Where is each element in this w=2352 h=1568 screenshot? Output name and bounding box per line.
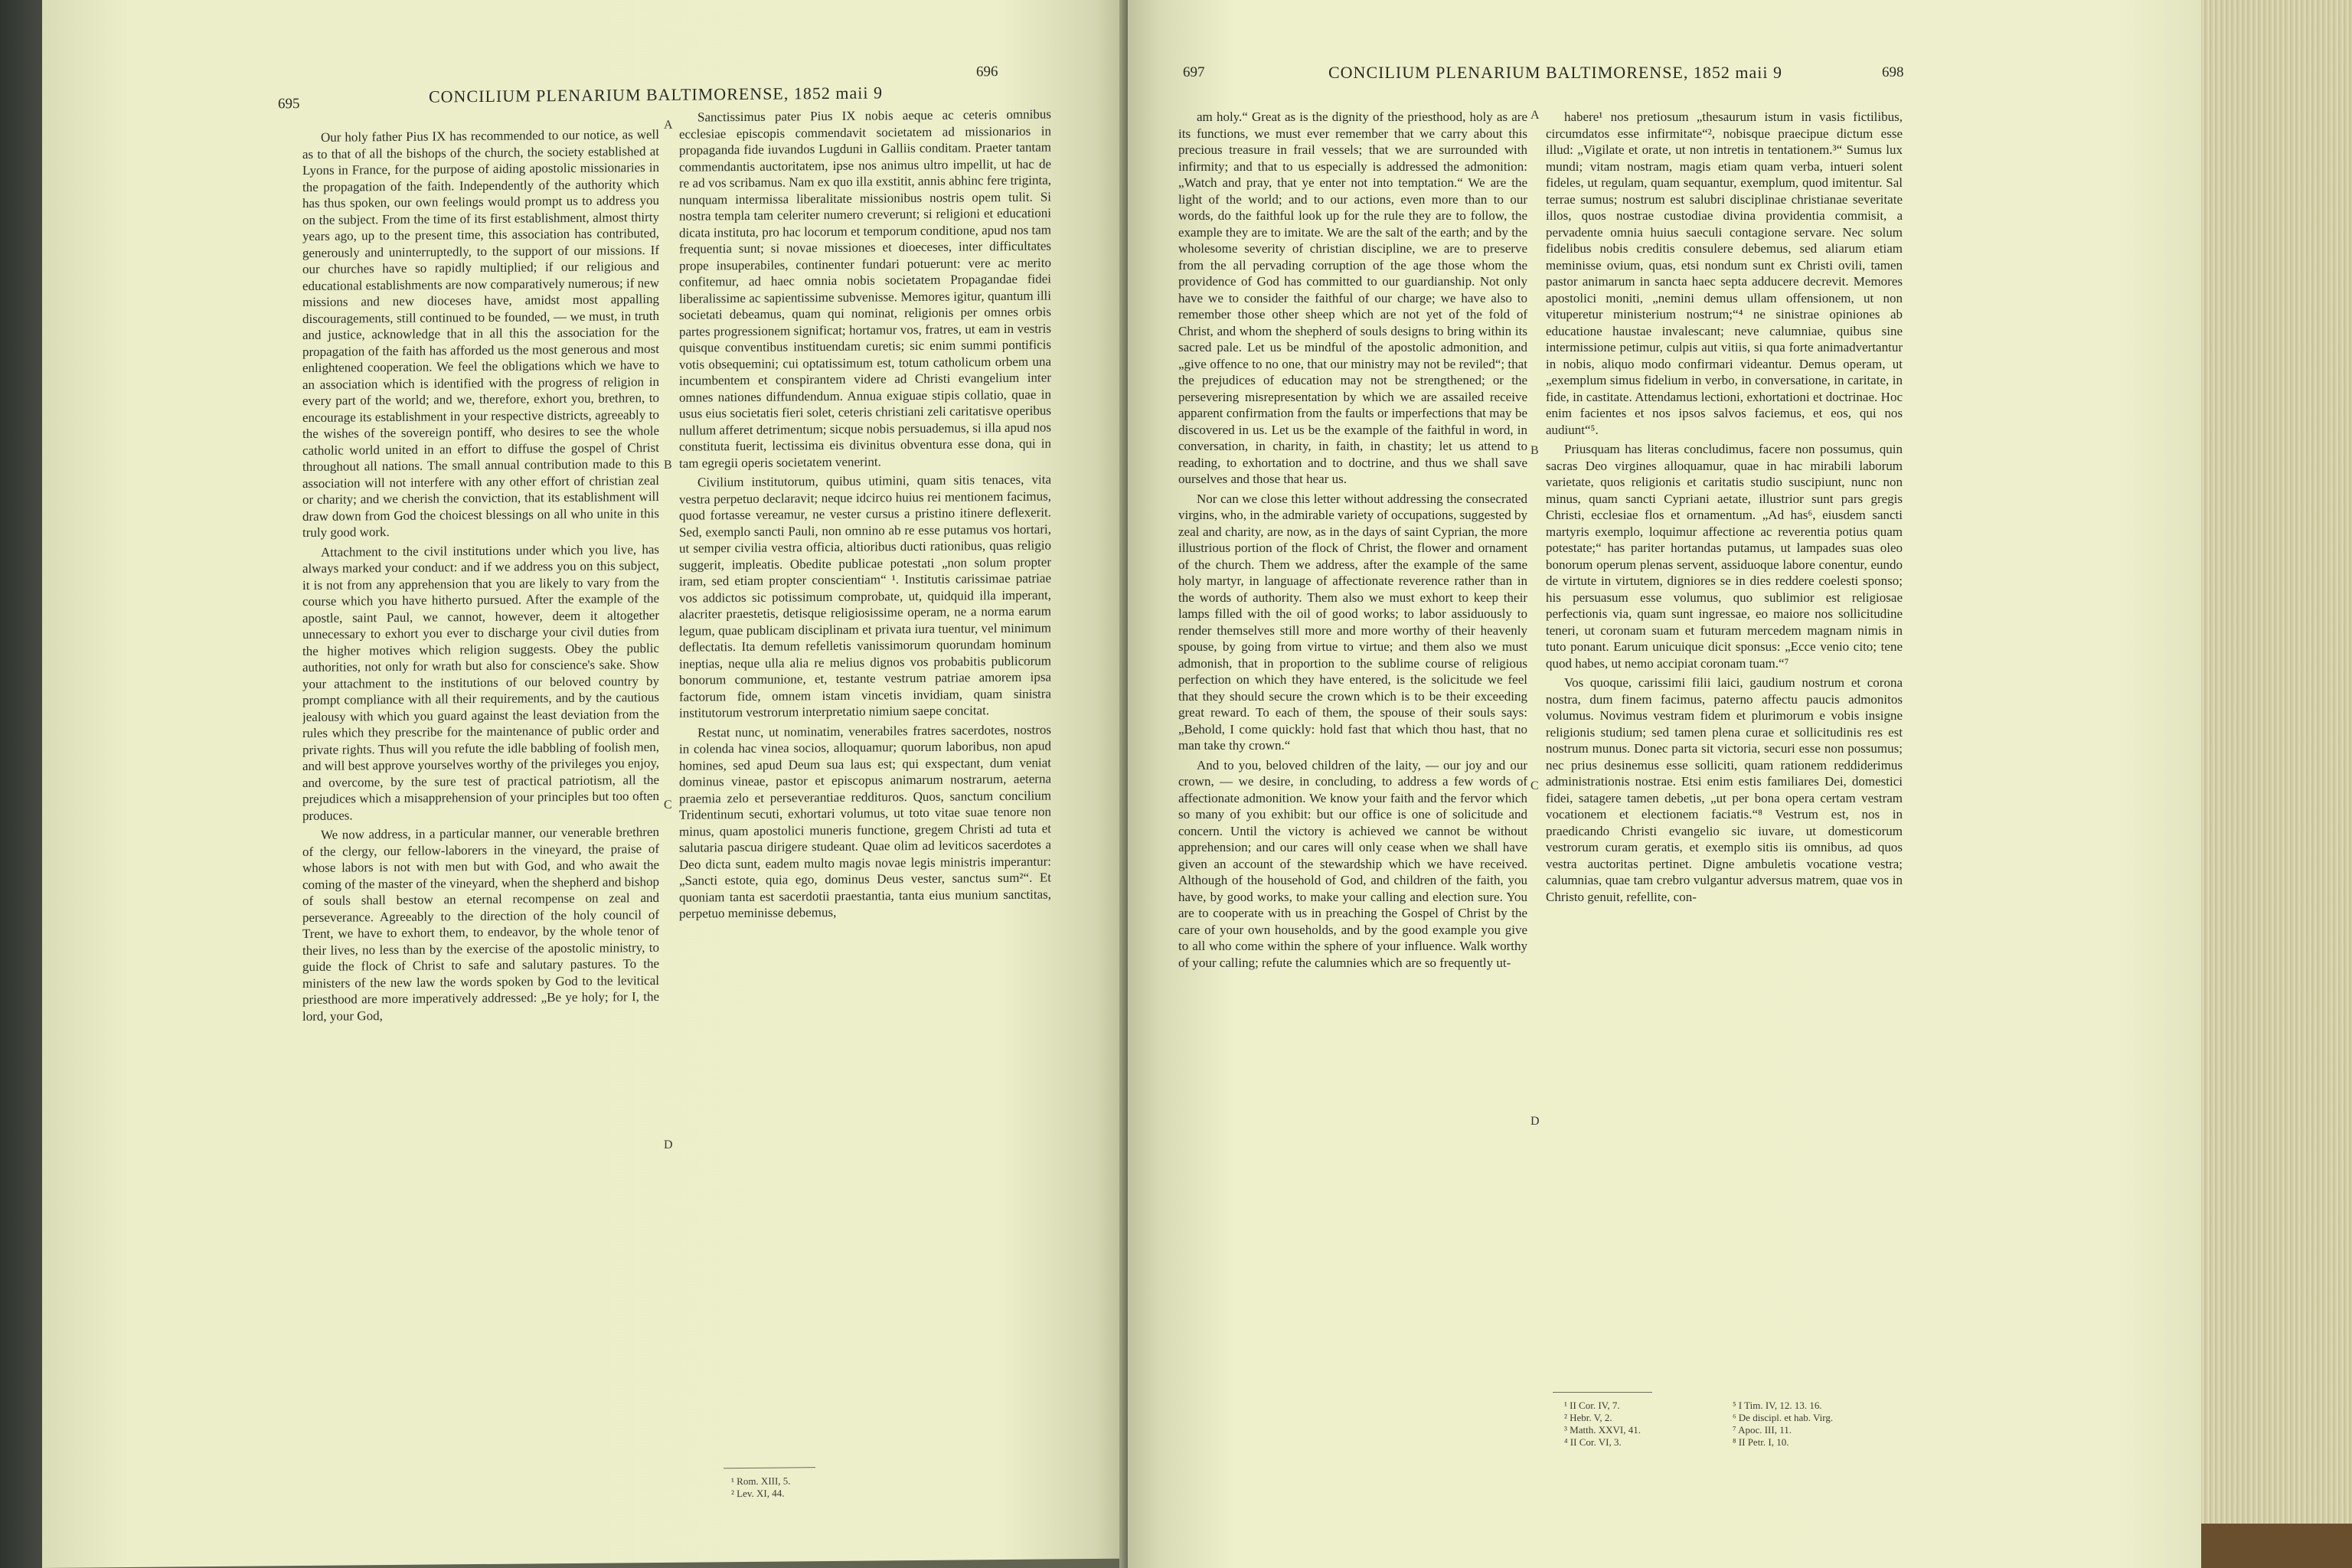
page-number-inner: 696 (976, 64, 998, 80)
page-edges (2201, 0, 2352, 1568)
english-paragraph: Attachment to the civil institutions under which you live, has always marked your conduct: and if we address you on this subject, it is not from any apprehension that you are likely to vary from the course which you have hitherto pursued. After the example of the apostle, saint Paul, we cannot, however, deem it altogether unnecessary to exhort you ever to discharge your civil duties from the higher motives which religion suggests. Obey the public authorities, not only for wrath but also for conscience's sake. Show your attachment to the institutions of our beloved country by prompt compliance with all their requirements, and by the cautious jealousy with which you guard against the least deviation from the rules which they prescribe for the maintenance of public order and private rights. Thus will you refute the idle babbling of foolish men, and will best approve yourselves worthy of the privileges you enjoy, and overcome, by the sure test of practical patriotism, all the prejudices which a misapprehension of your principles but too often produces. (302, 541, 659, 823)
margin-letter: D (1530, 1115, 1540, 1128)
latin-paragraph: Sanctissimus pater Pius IX nobis aeque ac ceteris omnibus ecclesiae episcopis commendavit societatem ad missionarios in propaganda fide iuvandos Lugduni in Galliis conditam. Praeter tantam commendantis auctoritatem, ipse nos animus ultro impellit, ut hac de re ad vos scribamus. Nam ex quo illa exstitit, annis abhinc fere triginta, nunquam intermissa liberalitate missionibus nostris opem tulit. Si nostra templa tam celeriter numero creverunt; si religioni et educationi dicata instituta, pro hac locorum et temporum conditione, apud nos tam frequentia sunt; si novae missiones et dioeceses, inter difficultates prope insuperabiles, continenter fundari potuerunt: vere ac merito confitemur, ad haec omnia nobis societatem Propagandae fidei liberalissime ac sapientissime subvenisse. Memores igitur, quantum illi societati debeamus, quam qui nominat, religionis per omnes orbis partes progressionem significat; hortamur vos, fratres, ut eam in vestris quisque conventibus instituendam curetis; sic enim summi pontificis votis obsequemini; cui optatissimum est, totum catholicum orbem una incumbentem et conspirantem videre ad Christi evangelium inter omnes nationes diffundendum. Annua exiguae stipis collatio, quae in usus eius societatis fieri solet, ceteris christiani zeli caritatisve operibus nullum afferet detrimentum; sicque nobis persuademus, si illa apud nos constituta fuerit, lectissima eis divinitus obventura esse dona, qui in tam egregii operis societatem venerint. (679, 106, 1051, 471)
margin-letter: C (664, 798, 672, 812)
latin-paragraph: Civilium institutorum, quibus utimini, quam sitis tenaces, vita vestra perpetuo declaravit; neque idcirco huius rei mentionem facimus, quod fortasse vereamur, ne vester cursus a pristino itinere deflexerit. Sed, exemplo sancti Pauli, non omnino ab re esse putamus vos hortari, ut semper civilia vestra officia, altioribus ducti rationibus, quas religio suggerit, impleatis. Obedite publicae potestati „non solum propter iram, sed etiam propter conscientiam“ ¹. Institutis carissimae patriae vos addictos sic potissimum comprobate, ut, quidquid illa imperant, alacriter praestetis, detisque religiosissime operam, ne a norma earum legum, quae publicam disciplinam et privata iura tuentur, vel minimum deflectatis. Ita demum refelletis vanissimorum quorundam hominum ineptias, neque ulla alia re melius dignos vos probabitis publicorum bonorum communione, et, testante vestrum patriae amorem ipsa factorum fide, omnem istam vincetis invidiam, quam sinistra institutorum vestrorum interpretatio nimium saepe concitat. (679, 472, 1051, 720)
footnote: ⁶ De discipl. et hab. Virg. (1733, 1412, 1834, 1423)
margin-letter: B (1530, 444, 1539, 457)
footnote: ¹ Rom. XIII, 5. (731, 1475, 791, 1488)
footnote: ² Lev. XI, 44. (731, 1487, 785, 1500)
footnote: ⁷ Apoc. III, 11. (1733, 1424, 1792, 1436)
margin-letter: C (1530, 779, 1539, 792)
latin-paragraph: Restat nunc, ut nominatim, venerabiles fratres sacerdotes, nostros in colenda hac vinea socios, alloquamur; quorum laboribus, non apud homines, sed apud Deum sua laus est; qui exspectant, dum veniat dominus vineae, pastor et episcopus animarum nostrarum, aeterna praemia zelo et perseverantiae reddituros. Quos, sanctum concilium Tridentinum secuti, exhortari volumus, ut toto vitae suae tenore non minus, quam apostolici muneris functione, gregem Christi ad tuta et salutaria pascua dirigere studeant. Quae olim ad leviticos sacerdotes a Deo dicta sunt, eadem multo magis novae legis ministris imperantur: „Sancti estote, quia ego, dominus Deus vester, sanctus sum²“. Et quoniam tanta est sacerdotii praestantia, tanta eius munium sanctitas, perpetuo meminisse debemus, (679, 721, 1051, 921)
margin-letter: A (664, 118, 673, 132)
english-column (302, 126, 659, 1312)
footnote: ⁵ I Tim. IV, 12. 13. 16. (1733, 1400, 1822, 1411)
latin-column (1546, 109, 1903, 1376)
english-paragraph: Our holy father Pius IX has recommended to our notice, as well as to that of all the bishops of the church, the society established at Lyons in France, for the purpose of aiding apostolic missionaries in the propagation of the faith. Independently of the authority which has thus spoken, our own feelings would prompt us to address you on the subject. From the time of its first establishment, almost thirty years ago, up to the present time, this association has contributed, generously and uninterruptedly, to the support of our missions. If our churches have so rapidly multiplied; if our religious and educational establishments are now comparatively numerous; if new missions and new dioceses have, amidst most appalling discouragements, still continued to be founded, — we must, in truth and justice, acknowledge that in all this the association for the propagation of the faith has afforded us the most generous and most enlightened cooperation. We feel the obligations which we have to an association which is identified with the progress of religion in every part of the world; and we, therefore, exhort you, brethren, to encourage its establishment in your respective districts, agreeably to the wishes of the sovereign pontiff, who desires to see the whole catholic world united in an effort to diffuse the gospel of Christ throughout all nations. The small annual contribution made to this association will not interfere with any other effort of christian zeal or charity; and we cherish the conviction, that its establishment will draw down from God the choicest blessings on all who unite in this truly good work. (302, 126, 659, 541)
footnote: ⁴ II Cor. VI, 3. (1564, 1436, 1622, 1448)
english-paragraph: Nor can we close this letter without addressing the consecrated virgins, who, in the admirable variety of occupations, suggested by zeal and charity, are now, as in the days of saint Cyprian, the more illustrious portion of the flock of Christ, the flower and ornament of the church. Them we address, after the example of the same holy martyr, in language of affectionate reverence rather than in the words of authority. Them also we must exhort to keep their lamps filled with the oil of good works; to labor assiduously to render themselves still more and more worthy of their heavenly spouse, by going from virtue to virtue; and them also we must admonish, that in proportion to the sublime course of religious perfection on which they have entered, is the solicitude we feel that they should secure the crown which is to be their exceeding great reward. To each of them, the spouse of their souls says: „Behold, I come quickly: hold fast that which thou hast, that no man take thy crown.“ (1178, 491, 1527, 753)
footnote-rule (724, 1467, 815, 1468)
english-paragraph: We now address, in a particular manner, our venerable brethren of the clergy, our fellow-laborers in the vineyard, the praise of whose labors is not with men but with God, and who await the coming of the master of the vineyard, when the shepherd and bishop of souls shall bestow an eternal recompense on zeal and perseverance. Agreeably to the direction of the holy council of Trent, we have to exhort them, to endeavor, by the whole tenor of their lives, no less than by the exercise of the apostolic ministry, to guide the flock of Christ to safe and salutary pastures. To the ministers of the new law the words spoken by God to the levitical priesthood are more imperatively addressed: „Be ye holy; for I, the lord, your God, (302, 824, 659, 1024)
margin-letter: A (1530, 109, 1540, 122)
page-number-outer: 698 (1882, 64, 1904, 80)
footnote: ² Hebr. V, 2. (1564, 1412, 1612, 1423)
margin-letter: D (664, 1138, 673, 1152)
running-header: CONCILIUM PLENARIUM BALTIMORENSE, 1852 maii 9 (1328, 63, 1782, 82)
page-number-outer: 695 (278, 96, 300, 113)
english-paragraph: am holy.“ Great as is the dignity of the priesthood, holy as are its functions, we must ever remember that we carry about this precious treasure in frail vessels; that we are surrounded with infirmity; and that to us especially is addressed the admonition: „Watch and pray, that ye enter not into temptation.“ We are the light of the world; and to our actions, even more than to our words, do the faithful look up for the rule they are to follow, the example they are to imitate. We are the salt of the earth; and by the wholesome severity of christian discipline, we are to preserve from the all pervading corruption of the age those whom the providence of God has committed to our guardianship. Not only have we to consider the faithful of our charge; we have also to remember those other sheep which are not yet of the fold of Christ, and whom the shepherd of souls designs to bring within its sacred pale. Let us be mindful of the apostolic admonition, and „give offence to no one, that our ministry may not be reviled“; that the prejudices of education may not be strengthened; or the persevering misrepresentation by which we are assailed receive apparent confirmation from the faults or imperfections that may be discovered in us. Let us be the example of the faithful in word, in conversation, in charity, in faith, in chastity; let us attend to reading, to exhortation and to doctrine, and thus we shall save ourselves and those that hear us. (1178, 109, 1527, 486)
footnote: ³ Matth. XXVI, 41. (1564, 1424, 1641, 1436)
footnote-rule (1553, 1392, 1652, 1393)
footnote: ⁸ II Petr. I, 10. (1733, 1436, 1789, 1448)
footnote: ¹ II Cor. IV, 7. (1564, 1400, 1620, 1411)
latin-paragraph: Priusquam has literas concludimus, facere non possumus, quin sacras Deo virgines alloquamur, quae in hac mirabili laborum varietate, quos religionis et caritatis studio suscipiunt, nunc non minus, quam sancti Cypriani aetate, illustrior sunt pars gregis Christi, ecclesiae flos et ornamentum. „Ad has⁶, eiusdem sancti martyris exemplo, loquimur affectione ac reverentia potius quam potestate;“ has pariter hortandas putamus, ut lampades suas oleo bonorum operum plenas servent, assiduoque labore conentur, eundo de virtute in virtutem, digniores se in dies reddere coelesti sponso; his persuasum esse volumus, quo sublimior est religiosae perfectionis via, quam sunt ingressae, eo maiore nos sollicitudine teneri, ut coronam suam et futuram mercedem magnam nimis in tuto ponant. Earum unicuique dicit sponsus: „Ecce venio cito; tene quod habes, ut nemo accipiat coronam tuam.“⁷ (1546, 442, 1903, 671)
latin-column (679, 106, 1051, 1299)
english-column (1178, 109, 1527, 1376)
margin-letter: B (664, 458, 672, 472)
running-header: CONCILIUM PLENARIUM BALTIMORENSE, 1852 maii 9 (429, 83, 883, 106)
right-page (1128, 0, 2201, 1568)
left-page (42, 0, 1128, 1568)
english-paragraph: And to you, beloved children of the laity, — our joy and our crown, — we desire, in concluding, to address a few words of affectionate admonition. We know your faith and the fervor which so many of you exhibit: but our office is one of solicitude and concern. Until the victory is achieved we cannot be without apprehension; and our cares will only cease when we shall have given an account of the stewardship which we have received. Although of the household of God, and children of the faith, you have, by good works, to make your calling and election sure. You are to cooperate with us in preaching the Gospel of Christ by the care of your own households, and by the good example you give to all who come within the sphere of your influence. Walk worthy of your calling; refute the calumnies which are so frequently ut- (1178, 757, 1527, 970)
latin-paragraph: habere¹ nos pretiosum „thesaurum istum in vasis fictilibus, circumdatos esse infirmitate“², nobisque praecipue dictum esse illud: „Vigilate et orate, ut non intretis in tentationem.³“ Sumus lux mundi; vitam nostram, magis etiam quam verba, intueri solent fideles, ut regulam, quam sequantur, exemplum, quod imitentur. Sal terrae sumus; nostrum est salubri disciplinae christianae severitate illos, quos nostrae custodiae divina providentia commisit, a pervadente omnia huius saeculi contagione servare. Nec solum fidelibus nobis creditis consulere debemus, sed aliarum etiam meminisse ovium, quas, etsi nondum sunt ex Christi ovili, tamen pastor animarum in sancta haec septa adducere decrevit. Memores apostolici moniti, „nemini demus ullam offensionem, ut non vituperetur ministerium nostrum;“⁴ ne sinistrae opiniones ab educatione haustae invalescant; neve calumniae, quibus sine intermissione petimur, culpis aut vitiis, si qua forte animadvertantur in nobis, aliquo modo confirmari videantur. Demus operam, ut „exemplum simus fidelium in verbo, in conversatione, in caritate, in fide, in castitate. Attendamus lectioni, exhortationi et doctrinae. Hoc enim facientes et nos ipsos salvos faciemus, et eos, qui nos audiunt“⁵. (1546, 109, 1903, 437)
page-number-inner: 697 (1183, 64, 1205, 80)
latin-paragraph: Vos quoque, carissimi filii laici, gaudium nostrum et corona nostra, dum finem facimus, paterno affectu paucis admonitos volumus. Novimus vestram fidem et plurimorum e vobis insigne religionis studium; sed tamen plena curae et sollicitudinis res est nostrum munus. Donec parta sit victoria, securi esse non possumus; nec prius desinemus esse solliciti, quam rationem reddiderimus administrationis nostrae. Etsi enim estis familiares Dei, domestici fidei, satagere tamen debetis, „ut per bona opera certam vestram vocationem et electionem faciatis.“⁸ Vestrum est, nos in praedicando Christi evangelio sic iuvare, ut domesticorum vestrorum curam geratis, et exemplo sitis iis omnibus, ad quos vestra auctoritas pertinet. Digne ambuletis vocatione vestra; calumnias, quae tam crebro vulgantur adversus matrem, quae vos in Christo genuit, refellite, con- (1546, 675, 1903, 904)
